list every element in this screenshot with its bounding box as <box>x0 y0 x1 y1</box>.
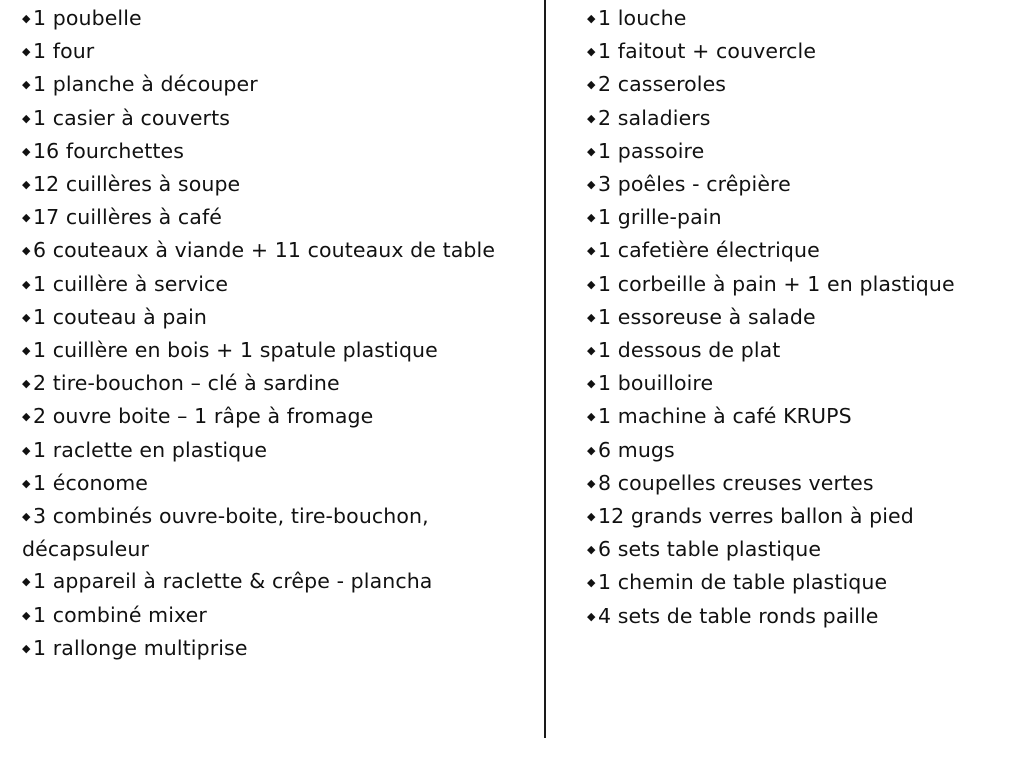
diamond-bullet-icon: ◆ <box>587 344 596 358</box>
list-item <box>587 334 1007 367</box>
diamond-bullet-icon: ◆ <box>587 377 596 391</box>
list-item <box>22 301 532 334</box>
item-label: 1 four <box>33 39 95 64</box>
item-label: 1 passoire <box>598 138 705 163</box>
item-label: 2 saladiers <box>598 105 711 130</box>
list-item <box>587 467 1007 500</box>
right-inventory-list <box>587 2 1007 633</box>
item-label: 8 coupelles creuses vertes <box>598 470 874 495</box>
diamond-bullet-icon: ◆ <box>587 510 596 524</box>
item-label: 6 sets table plastique <box>598 537 822 562</box>
item-label: 1 casier à couverts <box>33 105 231 130</box>
diamond-bullet-icon: ◆ <box>587 410 596 424</box>
list-item <box>22 599 532 632</box>
item-label: 3 combinés ouvre-boite, tire-bouchon, <box>33 504 429 529</box>
list-item <box>587 201 1007 234</box>
item-label: 1 cuillère en bois + 1 spatule plastique <box>33 338 438 363</box>
item-label: 1 appareil à raclette & crêpe - plancha <box>33 569 433 594</box>
item-label: 2 tire-bouchon – clé à sardine <box>33 371 340 396</box>
diamond-bullet-icon: ◆ <box>587 609 596 623</box>
item-label: 1 combiné mixer <box>33 602 207 627</box>
diamond-bullet-icon: ◆ <box>587 178 596 192</box>
list-item <box>587 35 1007 68</box>
item-label: décapsuleur <box>22 537 149 562</box>
diamond-bullet-icon: ◆ <box>22 443 31 457</box>
diamond-bullet-icon: ◆ <box>22 111 31 125</box>
diamond-bullet-icon: ◆ <box>587 144 596 158</box>
list-item <box>587 2 1007 35</box>
list-item <box>22 565 532 598</box>
list-item <box>587 168 1007 201</box>
list-item <box>587 500 1007 533</box>
diamond-bullet-icon: ◆ <box>22 608 31 622</box>
item-label: 17 cuillères à café <box>33 205 222 230</box>
item-label: 4 sets de table ronds paille <box>598 603 879 628</box>
diamond-bullet-icon: ◆ <box>587 45 596 59</box>
column-divider <box>544 0 546 738</box>
item-label: 1 cuillère à service <box>33 271 229 296</box>
item-label: 1 louche <box>598 6 687 30</box>
item-label: 12 grands verres ballon à pied <box>598 504 914 529</box>
diamond-bullet-icon: ◆ <box>587 310 596 324</box>
list-item <box>587 301 1007 334</box>
list-item <box>587 234 1007 267</box>
list-item <box>587 135 1007 168</box>
list-item <box>22 168 532 201</box>
list-item <box>22 434 532 467</box>
list-item <box>22 102 532 135</box>
item-label: 1 cafetière électrique <box>598 238 820 263</box>
item-label: 6 couteaux à viande + 11 couteaux de table <box>33 238 496 263</box>
diamond-bullet-icon: ◆ <box>22 211 31 225</box>
item-label: 1 machine à café KRUPS <box>598 404 852 429</box>
diamond-bullet-icon: ◆ <box>22 510 31 524</box>
list-item <box>587 367 1007 400</box>
diamond-bullet-icon: ◆ <box>22 244 31 258</box>
item-label: 1 dessous de plat <box>598 338 781 363</box>
diamond-bullet-icon: ◆ <box>22 178 31 192</box>
diamond-bullet-icon: ◆ <box>587 543 596 557</box>
list-item <box>22 135 532 168</box>
diamond-bullet-icon: ◆ <box>587 443 596 457</box>
item-label: 16 fourchettes <box>33 138 184 163</box>
item-label: 1 bouilloire <box>598 371 714 396</box>
list-item <box>22 400 532 433</box>
item-label: 12 cuillères à soupe <box>33 172 241 197</box>
diamond-bullet-icon: ◆ <box>22 410 31 424</box>
item-label: 1 essoreuse à salade <box>598 304 816 329</box>
diamond-bullet-icon: ◆ <box>22 344 31 358</box>
item-label: 1 couteau à pain <box>33 304 208 329</box>
item-label: 1 rallonge multiprise <box>33 635 248 660</box>
list-item <box>22 201 532 234</box>
list-item <box>587 68 1007 101</box>
item-label: 2 ouvre boite – 1 râpe à fromage <box>33 404 374 429</box>
list-item <box>22 367 532 400</box>
list-item <box>22 334 532 367</box>
item-label: 1 raclette en plastique <box>33 437 268 462</box>
list-item <box>22 68 532 101</box>
list-item <box>587 102 1007 135</box>
diamond-bullet-icon: ◆ <box>22 575 31 589</box>
item-label: 1 grille-pain <box>598 205 722 230</box>
diamond-bullet-icon: ◆ <box>22 377 31 391</box>
list-item <box>22 500 532 533</box>
diamond-bullet-icon: ◆ <box>22 144 31 158</box>
diamond-bullet-icon: ◆ <box>22 45 31 59</box>
list-item <box>22 2 532 35</box>
item-label: 2 casseroles <box>598 72 727 97</box>
list-item <box>587 533 1007 566</box>
item-label: 1 chemin de table plastique <box>598 570 888 595</box>
diamond-bullet-icon: ◆ <box>22 277 31 291</box>
diamond-bullet-icon: ◆ <box>587 78 596 92</box>
list-item <box>22 35 532 68</box>
item-label: 3 poêles - crêpière <box>598 172 791 197</box>
diamond-bullet-icon: ◆ <box>22 641 31 655</box>
diamond-bullet-icon: ◆ <box>587 476 596 490</box>
diamond-bullet-icon: ◆ <box>22 476 31 490</box>
item-label: 1 faitout + couvercle <box>598 39 817 64</box>
diamond-bullet-icon: ◆ <box>587 277 596 291</box>
list-item <box>22 467 532 500</box>
item-label: 1 planche à découper <box>33 72 258 97</box>
diamond-bullet-icon: ◆ <box>587 576 596 590</box>
diamond-bullet-icon: ◆ <box>22 12 31 25</box>
list-item <box>22 234 532 267</box>
list-item <box>587 566 1007 599</box>
diamond-bullet-icon: ◆ <box>22 78 31 92</box>
item-label: 1 poubelle <box>33 6 142 30</box>
list-item <box>587 600 1007 633</box>
list-item <box>587 434 1007 467</box>
list-item <box>22 632 532 665</box>
list-item <box>22 268 532 301</box>
list-item-continuation <box>22 533 532 565</box>
item-label: 1 économe <box>33 470 149 495</box>
diamond-bullet-icon: ◆ <box>587 111 596 125</box>
left-inventory-list <box>22 2 532 665</box>
item-label: 1 corbeille à pain + 1 en plastique <box>598 271 955 296</box>
list-item <box>587 400 1007 433</box>
diamond-bullet-icon: ◆ <box>587 211 596 225</box>
diamond-bullet-icon: ◆ <box>22 310 31 324</box>
diamond-bullet-icon: ◆ <box>587 244 596 258</box>
list-item <box>587 268 1007 301</box>
diamond-bullet-icon: ◆ <box>587 12 596 25</box>
item-label: 6 mugs <box>598 437 675 462</box>
